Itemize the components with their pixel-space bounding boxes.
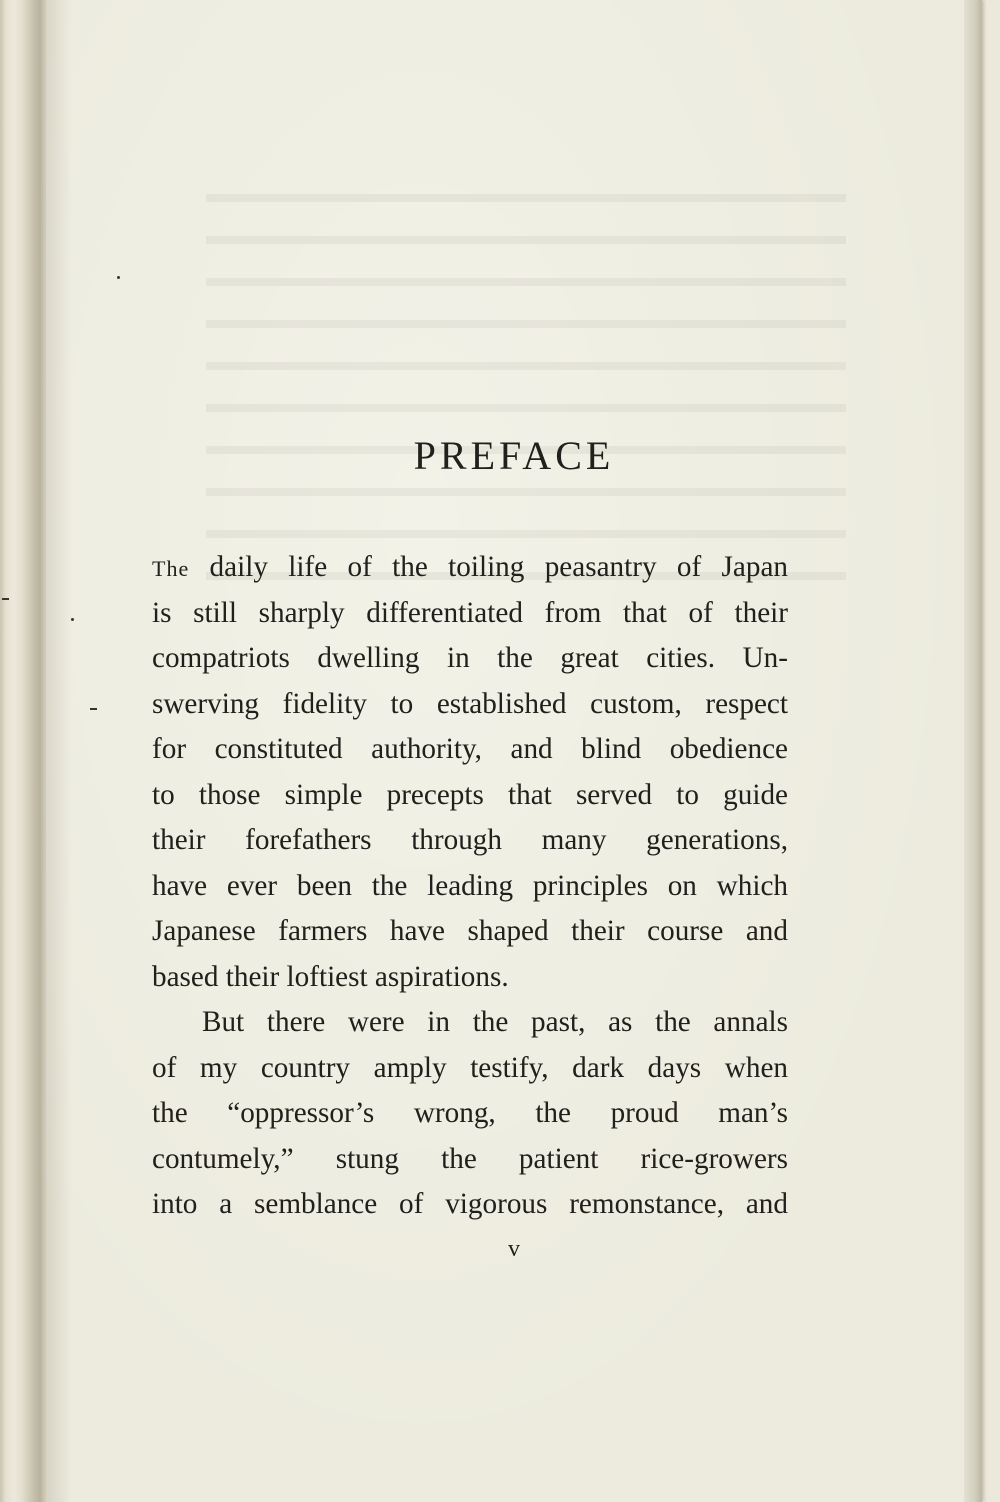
text-line: swerving fidelity to established custom, respect: [152, 687, 788, 720]
text-line: the “oppressor’s wrong, the proud man’s: [152, 1097, 788, 1129]
small-caps-word: The: [152, 556, 190, 581]
pencil-mark: [117, 276, 120, 279]
text-line: is still sharply differentiated from that of their: [152, 596, 788, 629]
text-line: of my country amply testify, dark days when: [152, 1051, 788, 1084]
pencil-mark: [90, 708, 97, 710]
pencil-mark: [2, 598, 9, 600]
text-line: based their loftiest aspirations.: [152, 960, 509, 993]
page-number: v: [508, 1236, 520, 1262]
text-line: The daily life of the toiling peasantry of Japan: [152, 551, 788, 583]
pencil-mark: [71, 618, 74, 621]
book-page: [46, 0, 982, 1502]
text-line: compatriots dwelling in the great cities. Un-: [152, 642, 788, 674]
text-line: But there were in the past, as the annals: [202, 1006, 788, 1038]
page-heading: PREFACE: [413, 433, 615, 478]
text-line: for constituted authority, and blind obedience: [152, 733, 788, 765]
text-line: Japanese farmers have shaped their course and: [152, 915, 788, 947]
show-through-text: [206, 160, 846, 580]
text-line: contumely,” stung the patient rice-growers: [152, 1142, 788, 1175]
text-line: to those simple precepts that served to guide: [152, 778, 788, 811]
preface-body: [152, 545, 788, 1228]
text-line: into a semblance of vigorous remonstance, and: [152, 1188, 788, 1220]
page-edge: [964, 0, 982, 1502]
text-line: their forefathers through many generations,: [152, 824, 788, 856]
text-line: have ever been the leading principles on which: [152, 869, 788, 902]
